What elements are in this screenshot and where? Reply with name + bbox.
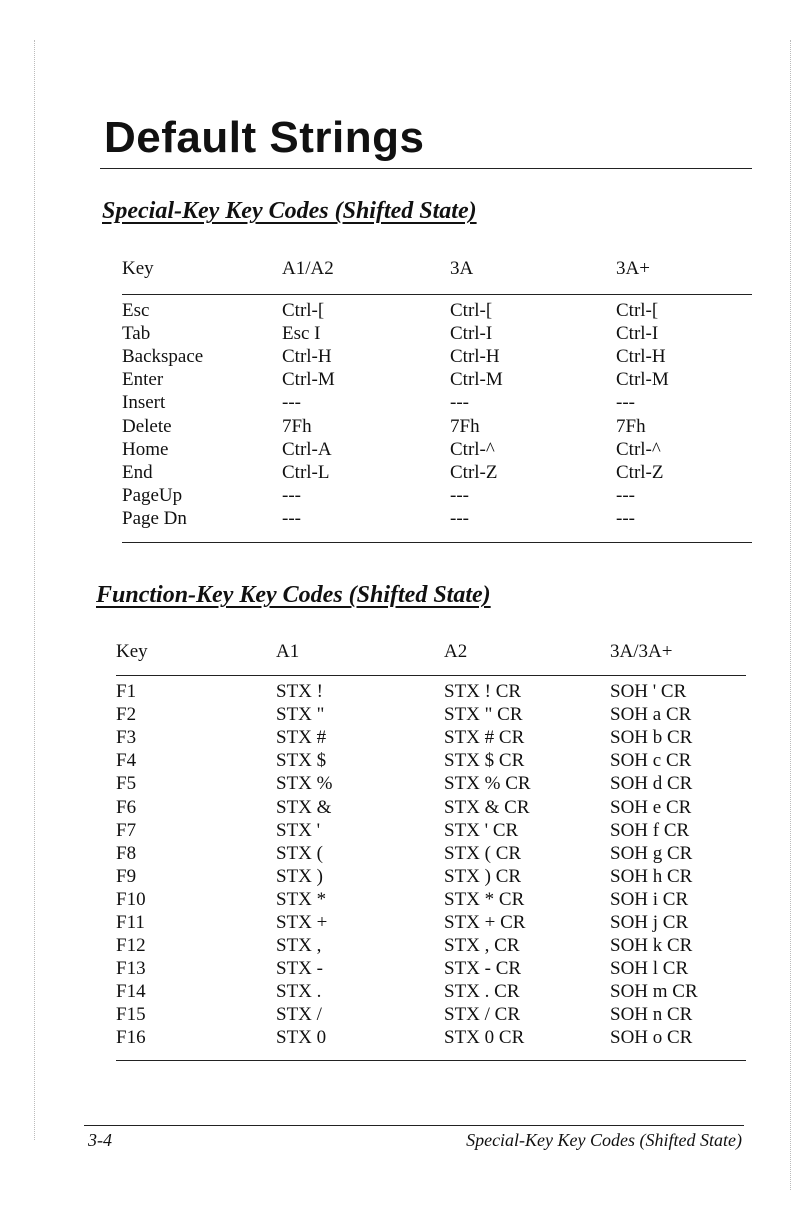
code-cell: STX $ — [276, 750, 327, 772]
code-cell: --- — [282, 484, 301, 506]
key-name-cell: F15 — [116, 1004, 146, 1026]
code-cell: Ctrl-H — [450, 346, 500, 368]
key-name-cell: Page Dn — [122, 507, 187, 529]
table-row — [122, 484, 752, 507]
table-row — [116, 703, 746, 726]
table-row — [116, 911, 746, 934]
table-row — [122, 414, 752, 437]
table-row — [116, 980, 746, 1003]
key-name-cell: F2 — [116, 704, 137, 726]
code-cell: Ctrl-^ — [450, 438, 495, 460]
column-header: A2 — [444, 641, 468, 662]
table-row — [116, 934, 746, 957]
key-name-cell: Backspace — [122, 346, 204, 368]
key-name-cell: Delete — [122, 415, 172, 437]
code-cell: SOH b CR — [610, 727, 693, 749]
code-cell: SOH l CR — [610, 958, 689, 980]
table-row — [122, 322, 752, 345]
code-cell: STX # — [276, 727, 327, 749]
table-row — [122, 295, 752, 323]
code-cell: --- — [450, 392, 469, 414]
code-cell: Ctrl-[ — [282, 300, 325, 322]
code-cell: Ctrl-Z — [450, 461, 498, 483]
code-cell: Ctrl-M — [282, 369, 335, 391]
code-cell: 7Fh — [282, 415, 312, 437]
table-row — [116, 819, 746, 842]
key-name-cell: F1 — [116, 681, 137, 703]
key-name-cell: F5 — [116, 773, 137, 795]
special-keys-body — [122, 295, 752, 543]
code-cell: --- — [282, 507, 301, 529]
table-row — [116, 888, 746, 911]
function-keys-heading: Function-Key Key Codes (Shifted State) — [96, 582, 491, 608]
table-row — [116, 1026, 746, 1060]
running-footer-title: Special-Key Key Codes (Shifted State) — [466, 1130, 742, 1150]
code-cell: 7Fh — [616, 415, 646, 437]
table-row — [116, 726, 746, 749]
code-cell: STX ' — [276, 819, 321, 841]
table-row — [116, 749, 746, 772]
key-name-cell: F4 — [116, 750, 137, 772]
key-name-cell: Home — [122, 438, 169, 460]
code-cell: STX * CR — [444, 888, 525, 910]
code-cell: --- — [616, 484, 635, 506]
key-name-cell: End — [122, 461, 153, 483]
column-header: A1 — [276, 641, 300, 662]
right-margin-mark — [790, 40, 791, 1190]
column-header: A1/A2 — [282, 258, 334, 279]
table-row — [116, 772, 746, 795]
code-cell: SOH n CR — [610, 1004, 693, 1026]
key-name-cell: F10 — [116, 888, 146, 910]
code-cell: SOH g CR — [610, 842, 693, 864]
key-name-cell: F3 — [116, 727, 137, 749]
table-row — [122, 345, 752, 368]
column-header: 3A+ — [616, 258, 650, 279]
column-header: 3A — [450, 258, 474, 279]
table-row — [116, 957, 746, 980]
code-cell: SOH j CR — [610, 911, 689, 933]
code-cell: STX / CR — [444, 1004, 521, 1026]
code-cell: STX # CR — [444, 727, 525, 749]
code-cell: --- — [450, 484, 469, 506]
key-name-cell: Enter — [122, 369, 164, 391]
left-margin-mark — [34, 40, 35, 1140]
code-cell: STX ! — [276, 681, 323, 703]
code-cell: Ctrl-M — [616, 369, 669, 391]
code-cell: STX - CR — [444, 958, 522, 980]
table-row — [122, 368, 752, 391]
code-cell: SOH ' CR — [610, 681, 687, 703]
page-title: Default Strings — [104, 113, 425, 162]
column-header: 3A/3A+ — [610, 641, 673, 662]
table-row — [122, 461, 752, 484]
key-name-cell: F9 — [116, 865, 137, 887]
special-keys-heading: Special-Key Key Codes (Shifted State) — [102, 198, 477, 224]
function-keys-body — [116, 676, 746, 1061]
code-cell: Ctrl-A — [282, 438, 332, 460]
code-cell: SOH k CR — [610, 935, 693, 957]
code-cell: STX ( — [276, 842, 323, 864]
key-name-cell: Esc — [122, 300, 150, 322]
table-row — [122, 438, 752, 461]
code-cell: STX % — [276, 773, 333, 795]
code-cell: STX $ CR — [444, 750, 525, 772]
code-cell: SOH c CR — [610, 750, 692, 772]
table-row — [116, 1003, 746, 1026]
code-cell: SOH e CR — [610, 796, 692, 818]
column-header: Key — [116, 641, 148, 662]
special-keys-table — [122, 258, 752, 543]
code-cell: Ctrl-I — [616, 323, 659, 345]
code-cell: Ctrl-M — [450, 369, 503, 391]
table-row — [116, 795, 746, 818]
code-cell: Ctrl-H — [616, 346, 666, 368]
code-cell: STX ) — [276, 865, 323, 887]
code-cell: Ctrl-L — [282, 461, 330, 483]
code-cell: SOH h CR — [610, 865, 693, 887]
table-row — [116, 842, 746, 865]
column-header: Key — [122, 258, 154, 279]
code-cell: STX " — [276, 704, 325, 726]
code-cell: SOH i CR — [610, 888, 689, 910]
key-name-cell: F13 — [116, 958, 146, 980]
code-cell: STX & CR — [444, 796, 530, 818]
code-cell: STX ) CR — [444, 865, 522, 887]
code-cell: STX + CR — [444, 911, 526, 933]
table-row — [122, 391, 752, 414]
table-row — [122, 507, 752, 543]
table-row — [116, 865, 746, 888]
code-cell: --- — [282, 392, 301, 414]
code-cell: SOH m CR — [610, 981, 698, 1003]
footer-rule — [84, 1125, 744, 1126]
code-cell: STX - — [276, 958, 323, 980]
code-cell: SOH f CR — [610, 819, 690, 841]
key-name-cell: F8 — [116, 842, 137, 864]
code-cell: Ctrl-[ — [450, 300, 493, 322]
code-cell: Esc I — [282, 323, 321, 345]
code-cell: STX , — [276, 935, 322, 957]
key-name-cell: Insert — [122, 392, 166, 414]
code-cell: --- — [450, 507, 469, 529]
code-cell: STX ' CR — [444, 819, 519, 841]
key-name-cell: Tab — [122, 323, 151, 345]
key-name-cell: F16 — [116, 1027, 146, 1049]
code-cell: STX & — [276, 796, 332, 818]
code-cell: STX 0 CR — [444, 1027, 525, 1049]
code-cell: 7Fh — [450, 415, 480, 437]
code-cell: Ctrl-Z — [616, 461, 664, 483]
code-cell: STX . — [276, 981, 322, 1003]
title-rule — [100, 168, 752, 169]
code-cell: STX % CR — [444, 773, 531, 795]
code-cell: SOH a CR — [610, 704, 692, 726]
code-cell: --- — [616, 507, 635, 529]
code-cell: STX " CR — [444, 704, 523, 726]
code-cell: STX , CR — [444, 935, 520, 957]
key-name-cell: F14 — [116, 981, 146, 1003]
code-cell: Ctrl-I — [450, 323, 493, 345]
code-cell: STX * — [276, 888, 327, 910]
table-header-row — [122, 258, 752, 295]
code-cell: STX ( CR — [444, 842, 522, 864]
code-cell: STX + — [276, 911, 328, 933]
code-cell: SOH d CR — [610, 773, 693, 795]
key-name-cell: F12 — [116, 935, 146, 957]
page-number: 3-4 — [88, 1130, 112, 1150]
code-cell: STX ! CR — [444, 681, 522, 703]
function-keys-table — [116, 641, 746, 1061]
key-name-cell: F11 — [116, 911, 145, 933]
key-name-cell: F7 — [116, 819, 137, 841]
code-cell: STX . CR — [444, 981, 520, 1003]
table-row — [116, 676, 746, 704]
code-cell: SOH o CR — [610, 1027, 693, 1049]
code-cell: STX / — [276, 1004, 322, 1026]
code-cell: STX 0 — [276, 1027, 327, 1049]
code-cell: Ctrl-H — [282, 346, 332, 368]
code-cell: Ctrl-^ — [616, 438, 661, 460]
code-cell: --- — [616, 392, 635, 414]
key-name-cell: PageUp — [122, 484, 183, 506]
key-name-cell: F6 — [116, 796, 137, 818]
table-header-row — [116, 641, 746, 676]
code-cell: Ctrl-[ — [616, 300, 659, 322]
